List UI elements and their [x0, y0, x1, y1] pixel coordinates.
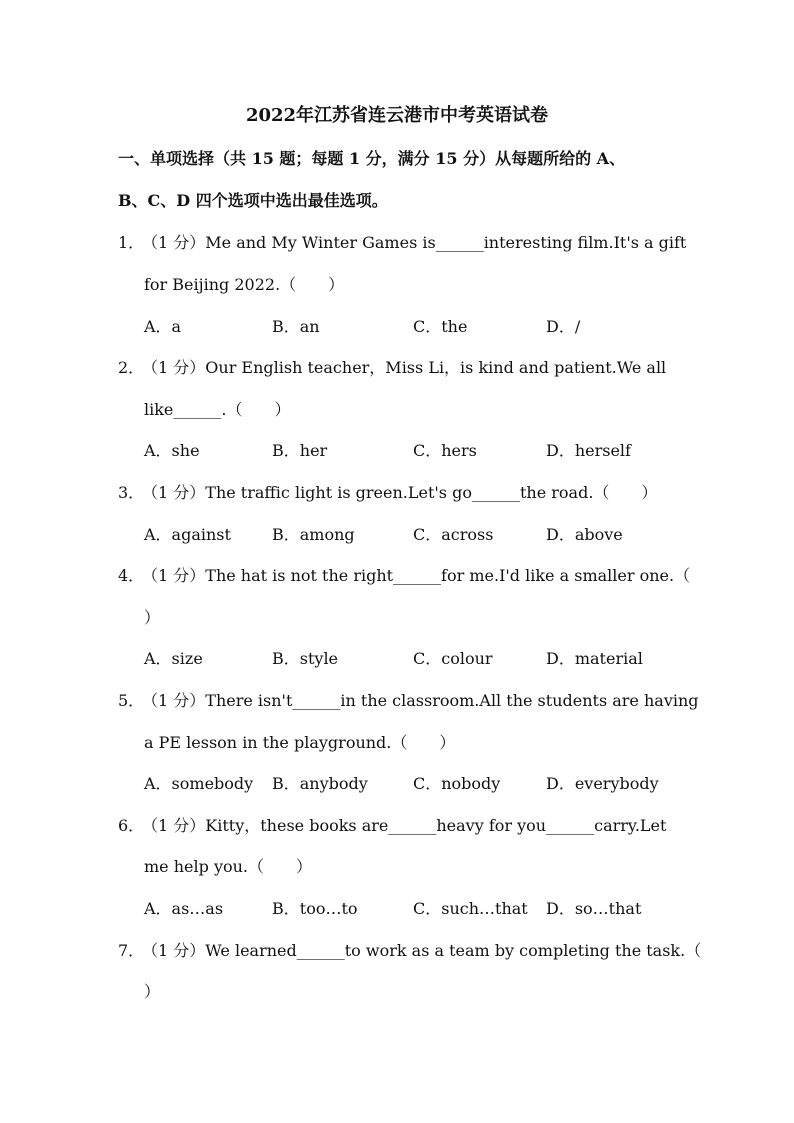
question-1-stem-cont: for Beijing 2022.（ ）: [144, 275, 345, 294]
question-text: （1 分）Our English teacher，Miss Li，is kind and patient.We all: [142, 358, 667, 377]
question-1-stem: [118, 232, 687, 254]
q2-option-d: D．herself: [546, 441, 631, 460]
q4-option-a: A．size: [144, 649, 203, 668]
question-text: （1 分）Me and My Winter Games is______interesting film.It's a gift: [142, 233, 687, 252]
question-2-stem-cont: like______.（ ）: [144, 400, 291, 419]
question-number: 5．: [118, 691, 145, 710]
question-6-stem-cont: me help you.（ ）: [144, 857, 313, 876]
q4-option-b: B．style: [272, 649, 339, 668]
question-number: 3．: [118, 483, 145, 502]
question-5-stem: [118, 690, 699, 712]
q1-option-b: B．an: [272, 317, 320, 336]
question-text: （1 分）The hat is not the right______for me.I'd like a smaller one.（: [142, 566, 691, 585]
q2-option-a: A．she: [144, 441, 200, 460]
question-number: 4．: [118, 566, 145, 585]
question-text: （1 分）Kitty，these books are______heavy for you______carry.Let: [142, 816, 667, 835]
q6-option-b: B．too…to: [272, 899, 358, 918]
question-number: 7．: [118, 941, 145, 960]
q6-option-c: C．such…that: [413, 899, 528, 918]
section-heading-line2: B、C、D 四个选项中选出最佳选项。: [118, 191, 388, 210]
q6-option-d: D．so…that: [546, 899, 642, 918]
question-7-stem: [118, 940, 702, 962]
question-2-stem: [118, 357, 678, 379]
page-title: 2022年江苏省连云港市中考英语试卷: [245, 105, 549, 126]
q6-option-a: A．as…as: [144, 899, 224, 918]
q5-option-a: A．somebody: [144, 774, 254, 793]
question-text: （1 分）The traffic light is green.Let's go______the road.（ ）: [142, 483, 658, 502]
question-4-stem: [118, 565, 691, 587]
q1-option-a: A．a: [144, 317, 182, 336]
q1-option-d: D．/: [546, 317, 581, 336]
q2-option-b: B．her: [272, 441, 328, 460]
q3-option-b: B．among: [272, 525, 355, 544]
q4-option-c: C．colour: [413, 649, 493, 668]
question-3-stem: [118, 482, 678, 504]
q5-option-c: C．nobody: [413, 774, 501, 793]
q5-option-b: B．anybody: [272, 774, 368, 793]
q5-option-d: D．everybody: [546, 774, 659, 793]
question-6-stem: [118, 815, 678, 837]
question-7-stem-cont: ）: [144, 982, 161, 1001]
question-4-stem-cont: ）: [144, 608, 161, 627]
q3-option-d: D．above: [546, 525, 623, 544]
question-text: （1 分）There isn't______in the classroom.All the students are having: [142, 691, 699, 710]
q4-option-d: D．material: [546, 649, 643, 668]
q2-option-c: C．hers: [413, 441, 477, 460]
q3-option-a: A．against: [144, 525, 231, 544]
q3-option-c: C．across: [413, 525, 494, 544]
question-number: 2．: [118, 358, 145, 377]
question-number: 1．: [118, 233, 145, 252]
question-5-stem-cont: a PE lesson in the playground.（ ）: [144, 733, 456, 752]
q1-option-c: C．the: [413, 317, 468, 336]
section-heading-line1: 一、单项选择（共 15 题；每题 1 分，满分 15 分）从每题所给的 A、: [118, 149, 626, 168]
question-number: 6．: [118, 816, 145, 835]
question-text: （1 分）We learned______to work as a team by completing the task.（: [142, 941, 702, 960]
